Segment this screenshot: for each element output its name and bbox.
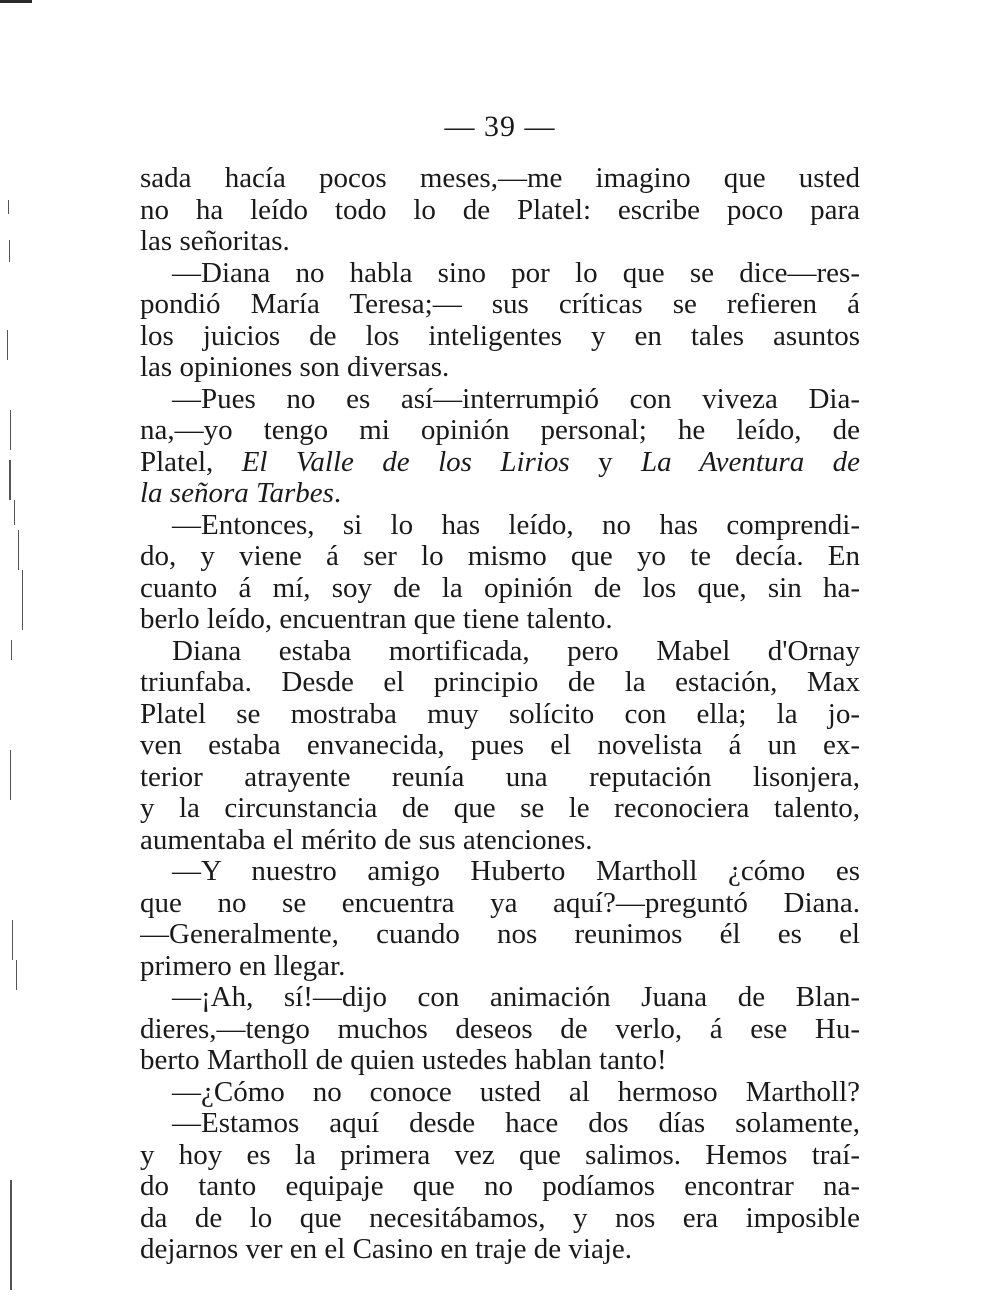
text-line: Platel se mostraba muy solícito con ella; la jo-	[140, 698, 860, 730]
scan-margin-dots	[4, 170, 26, 1300]
scan-dot	[22, 570, 23, 630]
text-line: dejarnos ver en el Casino en traje de viaje.	[140, 1234, 632, 1265]
book-title: la señora Tarbes	[140, 478, 334, 509]
text-line: da de lo que necesitábamos, y nos era imposible	[140, 1202, 860, 1234]
text-line: Platel, El Valle de los Lirios y La Aventura de	[140, 446, 860, 478]
text-line: —¡Ah, sí!—dijo con animación Juana de Blan-	[172, 982, 860, 1013]
scan-dot	[10, 750, 11, 800]
text-line: —¿Cómo no conoce usted al hermoso Martholl?	[172, 1076, 860, 1108]
text-line: y hoy es la primera vez que salimos. Hemos traí-	[140, 1139, 860, 1171]
text-line: berlo leído, encuentran que tiene talento.	[140, 604, 613, 635]
text-line: Diana estaba mortificada, pero Mabel d'Ornay	[172, 635, 860, 667]
scan-dot	[10, 410, 11, 450]
scan-dot	[8, 200, 9, 214]
text-line: cuanto á mí, soy de la opinión de los que, sin ha-	[140, 572, 860, 604]
text-line: dieres,—tengo muchos deseos de verlo, á ese Hu-	[140, 1013, 860, 1045]
text-line: na,—yo tengo mi opinión personal; he leído, de	[140, 415, 860, 446]
text-line: la señora Tarbes.	[140, 478, 342, 509]
page-body	[140, 163, 860, 1266]
text-line: —Generalmente, cuando nos reunimos él es el	[140, 919, 860, 950]
text-line: pondió María Teresa;— sus críticas se refieren á	[140, 289, 860, 320]
book-title: El Valle de los Lirios	[241, 446, 570, 478]
text-line: berto Martholl de quien ustedes hablan tanto!	[140, 1045, 667, 1076]
text-line: —Entonces, si lo has leído, no has comprendi-	[172, 509, 860, 541]
text-line: y la circunstancia de que se le reconociera talento,	[140, 793, 860, 824]
scan-dot	[12, 920, 13, 960]
text-line: las señoritas.	[140, 226, 290, 257]
text-line: —Pues no es así—interrumpió con viveza Dia-	[172, 383, 860, 415]
text-line: que no se encuentra ya aquí?—preguntó Diana.	[140, 887, 860, 919]
text-line: ven estaba envanecida, pues el novelista á un ex-	[140, 730, 860, 761]
text-line: —Diana no habla sino por lo que se dice—res-	[172, 257, 860, 289]
book-title: La Aventura de	[641, 446, 860, 478]
text-line: triunfaba. Desde el principio de la estación, Max	[140, 667, 860, 698]
scan-dot	[16, 960, 17, 990]
text-line: no ha leído todo lo de Platel: escribe poco para	[140, 194, 860, 226]
page-number: — 39 —	[444, 110, 556, 143]
scan-dot	[11, 640, 12, 660]
scan-dot	[10, 1180, 12, 1290]
scan-dot	[9, 240, 10, 262]
text-line: —Y nuestro amigo Huberto Martholl ¿cómo es	[172, 856, 860, 887]
scan-dot	[7, 330, 8, 360]
scan-edge-mark	[0, 0, 32, 3]
text-line: aumentaba el mérito de sus atenciones.	[140, 824, 593, 856]
text-line: terior atrayente reunía una reputación lisonjera,	[140, 761, 860, 793]
scan-dot	[14, 500, 15, 525]
text-line: los juicios de los inteligentes y en tales asuntos	[140, 320, 860, 352]
text-line: las opiniones son diversas.	[140, 352, 450, 383]
text-line: primero en llegar.	[140, 950, 346, 982]
text-line: do, y viene á ser lo mismo que yo te decía. En	[140, 541, 860, 572]
text-line: sada hacía pocos meses,—me imagino que usted	[140, 163, 860, 194]
scan-dot	[9, 460, 11, 500]
text-line: do tanto equipaje que no podíamos encontrar na-	[140, 1171, 860, 1202]
text-line: —Estamos aquí desde hace dos días solamente,	[172, 1108, 860, 1139]
scan-dot	[18, 530, 19, 570]
